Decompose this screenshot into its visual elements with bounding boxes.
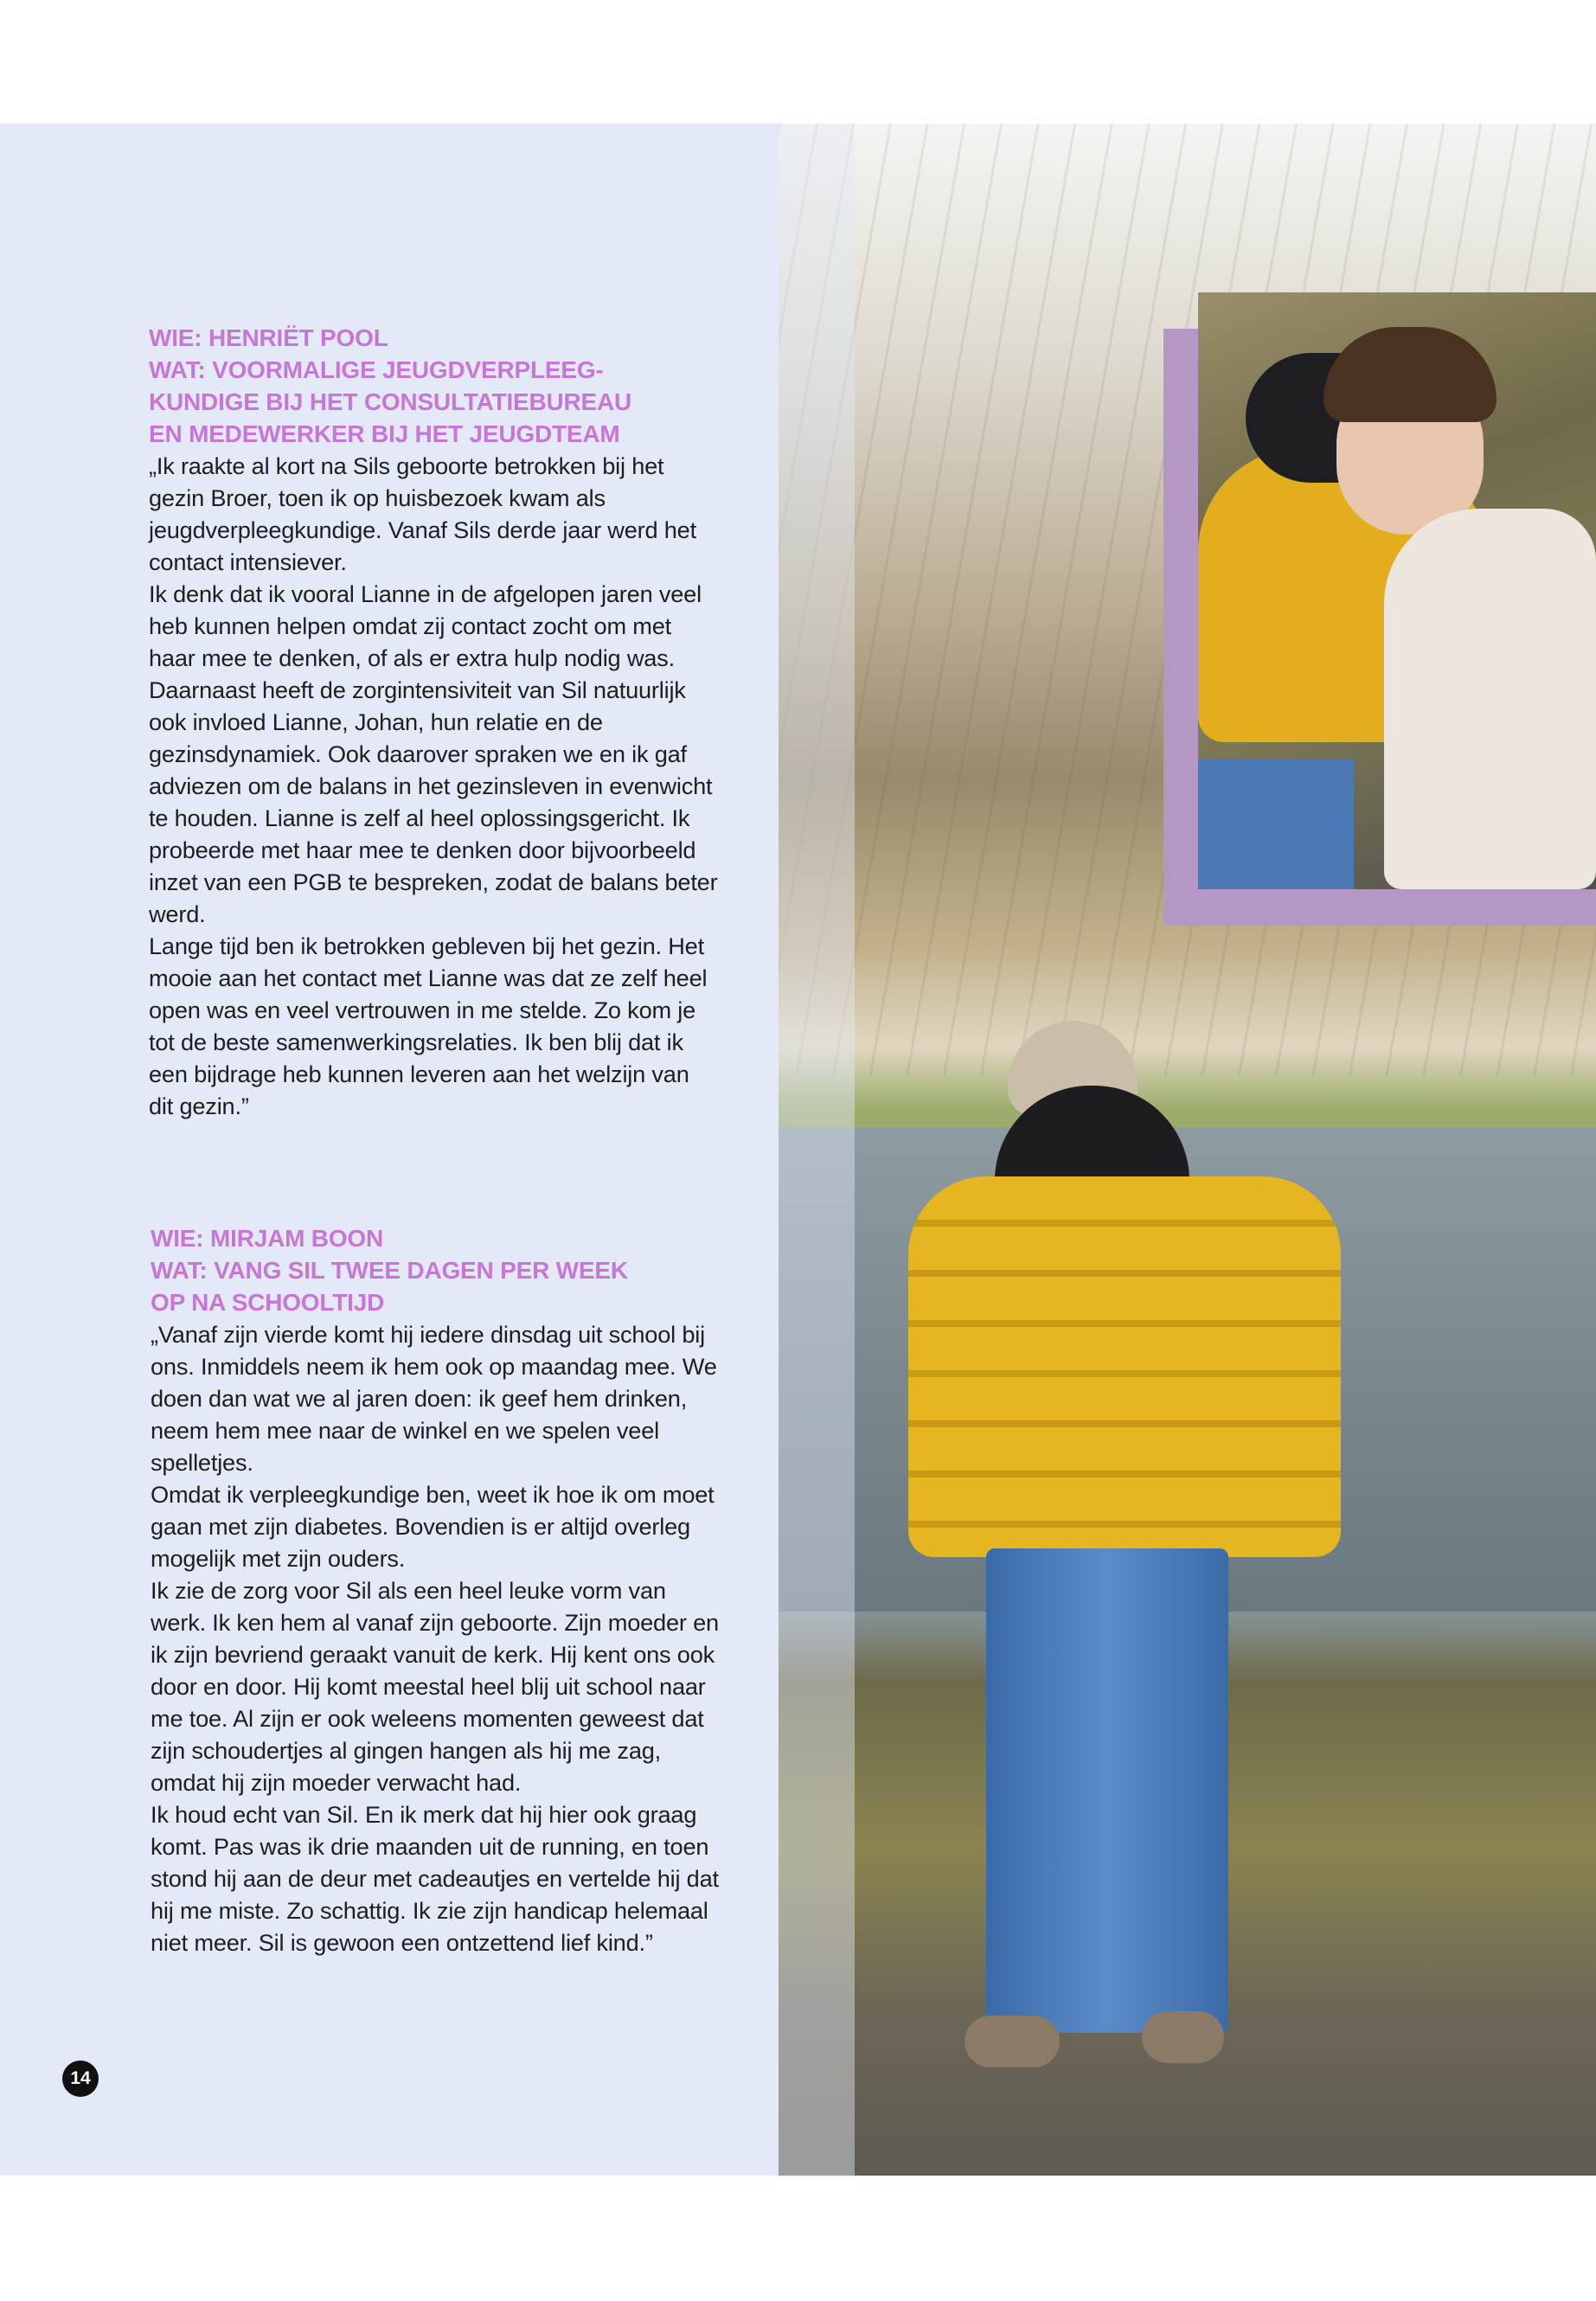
boy-jeans [986,1548,1228,2033]
body-paragraph: Ik denk dat ik vooral Lianne in de afgelopen jaren veel heb kunnen helpen omdat zij contact zocht om met haar mee te denken, of als er extra hulp nodig was. Daarnaast heeft de zorgintensiviteit van Sil natuurlijk ook invloed Lianne, Johan, hun relatie en de gezinsdynamiek. Ook daarover spraken we en ik gaf adviezen om de balans in het gezinsleven in evenwicht te houden. Lianne is zelf al heel oplossingsgericht. Ik probeerde met haar mee te denken door bijvoorbeeld inzet van een PGB te bespreken, zodat de balans beter werd. [149,580,718,927]
section-what-heading-line: EN MEDEWERKER BIJ HET JEUGDTEAM [149,420,620,447]
body-paragraph: „Vanaf zijn vierde komt hij iedere dinsdag uit school bij ons. Inmiddels neem ik hem ook op maandag mee. We doen dan wat we al jaren doen: ik geef hem drinken, neem hem mee naar de winkel en we spelen veel spelletjes. [151,1321,717,1476]
section-what-heading-line: WAT: VOORMALIGE JEUGDVERPLEEG- [149,356,604,383]
body-paragraph: Lange tijd ben ik betrokken gebleven bij het gezin. Het mooie aan het contact met Lianne was dat ze zelf heel open was en veel vertrouwen in me stelde. Zo kom je tot de beste samenwerkingsrelaties. Ik ben blij dat ik een bijdrage heb kunnen leveren aan het welzijn van dit gezin.” [149,933,708,1119]
section-who-heading: WIE: HENRIËT POOL [149,324,388,351]
body-paragraph: Omdat ik verpleegkundige ben, weet ik hoe ik om moet gaan met zijn diabetes. Bovendien is er altijd overleg mogelijk met zijn ouders. [151,1481,715,1572]
inset-dog [1384,509,1596,889]
boy-yellow-jacket [908,1176,1341,1557]
inset-hair [1324,327,1497,422]
inset-jeans [1198,760,1354,889]
section-what-heading-line: WAT: VANG SIL TWEE DAGEN PER WEEK [151,1257,628,1284]
section-who-heading: WIE: MIRJAM BOON [151,1225,384,1252]
body-paragraph: Ik zie de zorg voor Sil als een heel leuke vorm van werk. Ik ken hem al vanaf zijn geboorte. Zijn moeder en ik zijn bevriend geraakt vanuit de kerk. Hij kent ons ook door en door. Hij komt meestal heel blij uit school naar me toe. Al zijn er ook weleens momenten geweest dat zijn schoudertjes al gingen hangen als hij me zag, omdat hij zijn moeder verwacht had. [151,1577,719,1796]
inset-photo-boy-hugging-dog [1198,292,1596,889]
section-what-heading-line: OP NA SCHOOLTIJD [151,1289,385,1316]
photo-overlay-strip [779,124,855,2176]
page-number: 14 [62,2061,99,2097]
body-paragraph: „Ik raakte al kort na Sils geboorte betrokken bij het gezin Broer, toen ik op huisbezoek kwam als jeugdverpleegkundige. Vanaf Sils derde jaar werd het contact intensiever. [149,452,696,575]
section-mirjam-boon [151,1222,721,1958]
body-paragraph: Ik houd echt van Sil. En ik merk dat hij hier ook graag komt. Pas was ik drie maanden uit de running, en toen stond hij aan de deur met cadeautjes en vertelde hij dat hij me miste. Zo schattig. Ik zie zijn handicap helemaal niet meer. Sil is gewoon een ontzettend lief kind.” [151,1801,719,1956]
section-henriet-pool [149,322,720,1122]
section-what-heading-line: KUNDIGE BIJ HET CONSULTATIEBUREAU [149,388,632,415]
boy-shoe-left [965,2016,1060,2067]
boy-shoe-right [1142,2011,1224,2063]
